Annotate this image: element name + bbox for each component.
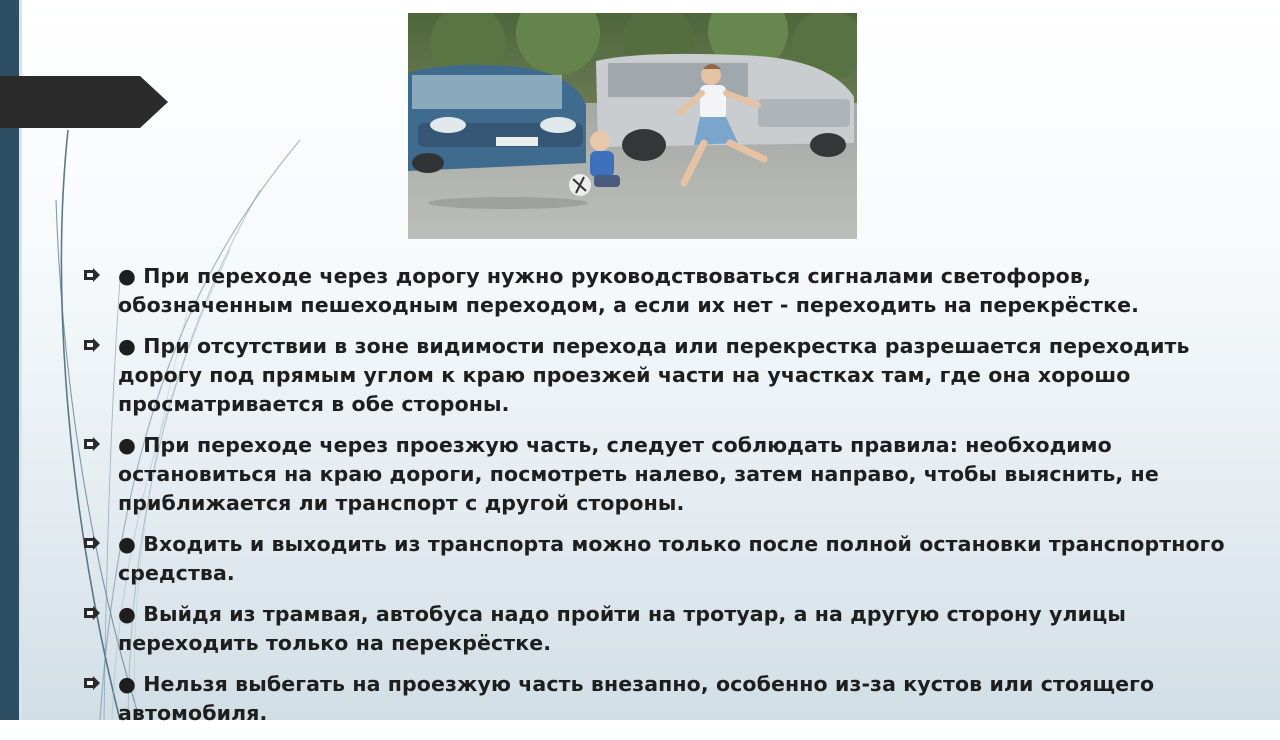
list-item-text: ● Входить и выходить из транспорта можно только после полной остановки транспортного средства.	[118, 532, 1225, 585]
list-item-text: ● Нельзя выбегать на проезжую часть внезапно, особенно из-за кустов или стоящего автомобиля.	[118, 672, 1155, 725]
list-item	[84, 530, 1254, 588]
arrow-bullet-icon	[84, 606, 100, 620]
list-item	[84, 670, 1254, 728]
arrow-bullet-icon	[84, 437, 100, 451]
list-item	[84, 332, 1254, 419]
rules-list	[84, 262, 1254, 740]
arrow-bullet-icon	[84, 268, 100, 282]
arrow-marker-icon	[0, 76, 168, 128]
list-item	[84, 600, 1254, 658]
arrow-bullet-icon	[84, 676, 100, 690]
children-playing-photo	[408, 13, 857, 239]
list-item	[84, 262, 1254, 320]
list-item-text: ● При переходе через дорогу нужно руководствоваться сигналами светофоров, обозначенным пешеходным переходом, а если их нет - переходить на перекрёстке.	[118, 264, 1140, 317]
list-item-text: ● При переходе через проезжую часть, следует соблюдать правила: необходимо остановиться на краю дороги, посмотреть налево, затем направо, чтобы выяснить, не приближается ли транспорт с другой стороны.	[118, 433, 1159, 515]
arrow-bullet-icon	[84, 536, 100, 550]
arrow-bullet-icon	[84, 338, 100, 352]
list-item-text: ● Выйдя из трамвая, автобуса надо пройти на тротуар, а на другую сторону улицы переходить только на перекрёстке.	[118, 602, 1126, 655]
list-item-text: ● При отсутствии в зоне видимости перехода или перекрестка разрешается переходить дорогу под прямым углом к краю проезжей части на участках там, где она хорошо просматривается в обе стороны.	[118, 334, 1190, 416]
list-item	[84, 431, 1254, 518]
